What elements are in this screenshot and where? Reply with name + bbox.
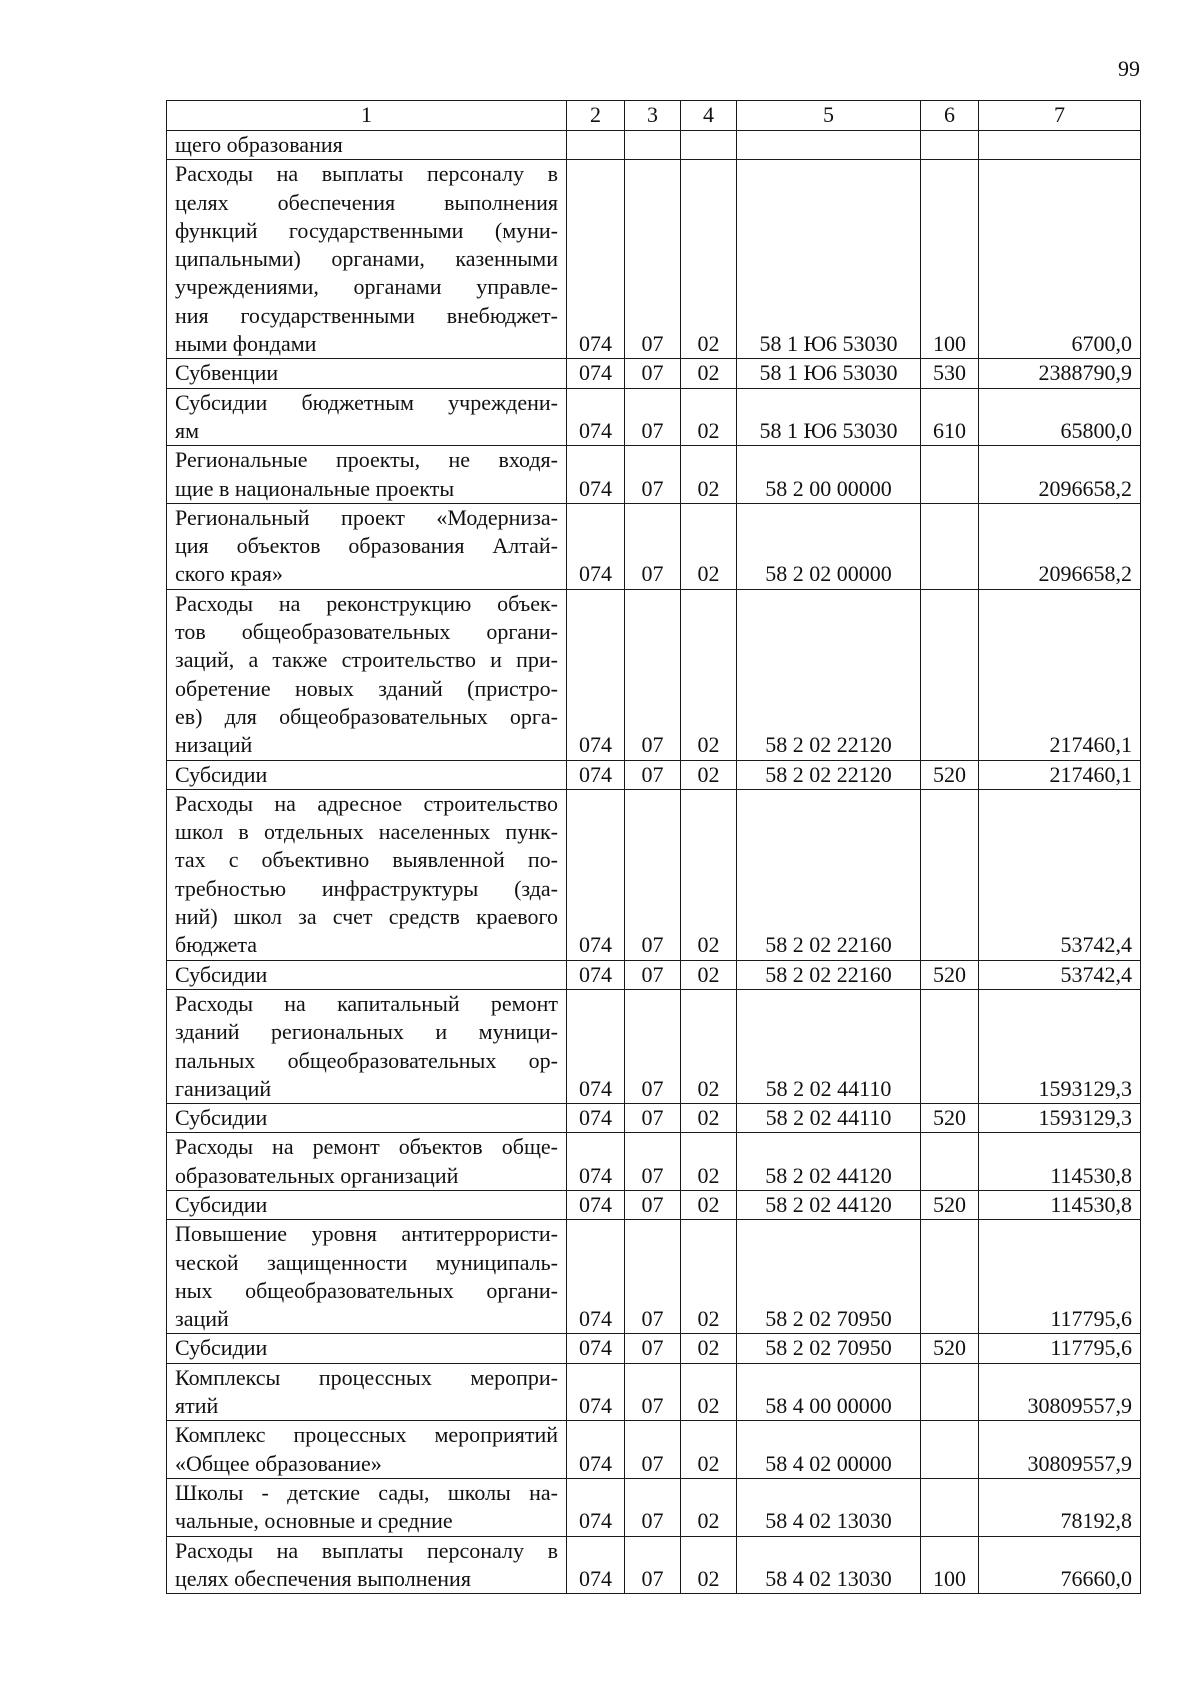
expense-name-cell	[167, 1133, 567, 1191]
section-code-cell: 07	[625, 359, 681, 388]
expense-name-line: Комплекс процессных мероприятий	[175, 1422, 558, 1448]
target-article-cell: 58 4 02 13030	[737, 1478, 921, 1536]
ministry-code-cell: 074	[567, 1363, 625, 1421]
target-article-cell	[737, 131, 921, 160]
amount-cell: 1593129,3	[979, 1104, 1141, 1133]
expense-type-cell: 520	[921, 1190, 979, 1219]
subsection-code-cell	[681, 131, 737, 160]
table-row	[167, 989, 1141, 1103]
ministry-code-cell: 074	[567, 160, 625, 359]
ministry-code-cell: 074	[567, 503, 625, 589]
expense-name-line: Субсидии бюджетным учреждени-	[175, 389, 558, 415]
ministry-code-cell: 074	[567, 960, 625, 989]
subsection-code-cell: 02	[681, 1421, 737, 1479]
expense-name-line: требностью инфраструктуры (зда-	[175, 875, 558, 901]
expense-name-line: Школы - детские сады, школы на-	[175, 1479, 558, 1505]
expense-name-cell	[167, 1190, 567, 1219]
amount-cell: 53742,4	[979, 789, 1141, 960]
expense-name-line: зданий региональных и муници-	[175, 1019, 558, 1045]
ministry-code-cell: 074	[567, 1478, 625, 1536]
expense-name-line: щего образования	[175, 132, 343, 157]
expense-name-cell	[167, 160, 567, 359]
ministry-code-cell: 074	[567, 1104, 625, 1133]
expense-type-cell	[921, 1220, 979, 1334]
subsection-code-cell: 02	[681, 1220, 737, 1334]
target-article-cell: 58 4 02 13030	[737, 1536, 921, 1594]
expense-type-cell: 100	[921, 1536, 979, 1594]
expense-name-line: Субсидии	[175, 1335, 268, 1361]
expense-name-line: ческой защищенности муниципаль-	[175, 1249, 558, 1275]
target-article-cell: 58 2 02 44120	[737, 1190, 921, 1219]
subsection-code-cell: 02	[681, 1478, 737, 1536]
expense-name-line: Региональные проекты, не входя-	[175, 447, 558, 473]
expense-name-line: чальные, основные и средние	[175, 1508, 453, 1534]
column-number: 3	[625, 101, 681, 131]
expense-name-line: щие в национальные проекты	[175, 475, 455, 501]
expense-type-cell	[921, 1363, 979, 1421]
expense-name-line: ний) школ за счет средств краевого	[175, 904, 558, 930]
expense-name-line: Субвенции	[175, 360, 279, 386]
expense-name-line: Расходы на адресное строительство	[175, 790, 558, 816]
target-article-cell: 58 2 02 70950	[737, 1220, 921, 1334]
expense-name-line: ния государственными внебюджет-	[175, 302, 558, 328]
target-article-cell: 58 1 Ю6 53030	[737, 388, 921, 446]
expense-type-cell	[921, 1133, 979, 1191]
expense-type-cell	[921, 131, 979, 160]
expense-name-cell	[167, 503, 567, 589]
table-row	[167, 789, 1141, 960]
ministry-code-cell: 074	[567, 1220, 625, 1334]
amount-cell: 30809557,9	[979, 1363, 1141, 1421]
column-number: 1	[167, 101, 567, 131]
ministry-code-cell: 074	[567, 760, 625, 789]
expense-type-cell	[921, 503, 979, 589]
amount-cell: 217460,1	[979, 589, 1141, 760]
amount-cell: 114530,8	[979, 1133, 1141, 1191]
expense-name-cell	[167, 789, 567, 960]
ministry-code-cell	[567, 131, 625, 160]
expense-type-cell	[921, 989, 979, 1103]
section-code-cell: 07	[625, 760, 681, 789]
table-row	[167, 131, 1141, 160]
expense-name-line: Субсидии	[175, 961, 268, 987]
expense-name-line: заций, а также строительство и при-	[175, 647, 558, 673]
subsection-code-cell: 02	[681, 388, 737, 446]
amount-cell: 2388790,9	[979, 359, 1141, 388]
section-code-cell: 07	[625, 1536, 681, 1594]
ministry-code-cell: 074	[567, 1133, 625, 1191]
section-code-cell: 07	[625, 1104, 681, 1133]
expense-name-line: целях обеспечения выполнения	[175, 189, 558, 215]
amount-cell: 117795,6	[979, 1220, 1141, 1334]
section-code-cell: 07	[625, 1334, 681, 1363]
amount-cell: 53742,4	[979, 960, 1141, 989]
expense-type-cell	[921, 589, 979, 760]
expense-type-cell	[921, 1478, 979, 1536]
expense-type-cell: 520	[921, 760, 979, 789]
subsection-code-cell: 02	[681, 760, 737, 789]
table-row	[167, 589, 1141, 760]
expense-type-cell: 520	[921, 1104, 979, 1133]
table-row	[167, 960, 1141, 989]
expense-name-line: Расходы на капитальный ремонт	[175, 990, 558, 1016]
section-code-cell: 07	[625, 1478, 681, 1536]
amount-cell: 6700,0	[979, 160, 1141, 359]
table-row	[167, 359, 1141, 388]
target-article-cell: 58 2 02 22160	[737, 789, 921, 960]
table-row	[167, 1536, 1141, 1594]
amount-cell: 65800,0	[979, 388, 1141, 446]
subsection-code-cell: 02	[681, 160, 737, 359]
amount-cell: 2096658,2	[979, 446, 1141, 504]
target-article-cell: 58 2 02 22120	[737, 760, 921, 789]
subsection-code-cell: 02	[681, 1334, 737, 1363]
amount-cell: 2096658,2	[979, 503, 1141, 589]
target-article-cell: 58 2 02 00000	[737, 503, 921, 589]
expense-name-line: тов общеобразовательных органи-	[175, 619, 558, 645]
subsection-code-cell: 02	[681, 359, 737, 388]
table-row	[167, 760, 1141, 789]
column-number: 4	[681, 101, 737, 131]
table-row	[167, 446, 1141, 504]
expense-name-line: Субсидии	[175, 1105, 268, 1131]
expense-name-line: Субсидии	[175, 1191, 268, 1217]
budget-table	[166, 100, 1141, 1594]
ministry-code-cell: 074	[567, 446, 625, 504]
expense-type-cell	[921, 446, 979, 504]
ministry-code-cell: 074	[567, 1536, 625, 1594]
expense-name-line: функций государственными (муни-	[175, 217, 558, 243]
expense-name-line: ганизаций	[175, 1075, 272, 1101]
expense-name-line: заций	[175, 1306, 229, 1332]
expense-name-line: обретение новых зданий (пристро-	[175, 675, 558, 701]
column-number-row	[167, 101, 1141, 131]
amount-cell: 217460,1	[979, 760, 1141, 789]
ministry-code-cell: 074	[567, 1190, 625, 1219]
expense-name-line: ского края»	[175, 561, 283, 587]
table-row	[167, 1363, 1141, 1421]
subsection-code-cell: 02	[681, 1133, 737, 1191]
target-article-cell: 58 1 Ю6 53030	[737, 359, 921, 388]
section-code-cell: 07	[625, 1190, 681, 1219]
table-row	[167, 388, 1141, 446]
expense-name-line: ятий	[175, 1393, 219, 1419]
expense-type-cell: 610	[921, 388, 979, 446]
expense-name-line: школ в отдельных населенных пунк-	[175, 819, 558, 845]
section-code-cell: 07	[625, 1421, 681, 1479]
subsection-code-cell: 02	[681, 503, 737, 589]
subsection-code-cell: 02	[681, 446, 737, 504]
expense-name-line: Региональный проект «Модерниза-	[175, 504, 558, 530]
ministry-code-cell: 074	[567, 388, 625, 446]
expense-name-line: низаций	[175, 732, 253, 758]
expense-name-line: учреждениями, органами управле-	[175, 274, 558, 300]
expense-name-line: Расходы на выплаты персоналу в	[175, 1537, 558, 1563]
expense-name-line: пальных общеобразовательных ор-	[175, 1047, 558, 1073]
expense-name-line: тах с объективно выявленной по-	[175, 847, 558, 873]
subsection-code-cell: 02	[681, 1363, 737, 1421]
subsection-code-cell: 02	[681, 960, 737, 989]
subsection-code-cell: 02	[681, 589, 737, 760]
section-code-cell: 07	[625, 388, 681, 446]
section-code-cell: 07	[625, 1363, 681, 1421]
target-article-cell: 58 2 02 22120	[737, 589, 921, 760]
expense-name-line: бюджета	[175, 932, 258, 958]
table-row	[167, 503, 1141, 589]
amount-cell: 76660,0	[979, 1536, 1141, 1594]
target-article-cell: 58 2 02 44110	[737, 989, 921, 1103]
section-code-cell: 07	[625, 446, 681, 504]
ministry-code-cell: 074	[567, 589, 625, 760]
subsection-code-cell: 02	[681, 1104, 737, 1133]
subsection-code-cell: 02	[681, 989, 737, 1103]
section-code-cell	[625, 131, 681, 160]
expense-type-cell: 520	[921, 1334, 979, 1363]
expense-name-line: ных общеобразовательных органи-	[175, 1277, 558, 1303]
amount-cell: 117795,6	[979, 1334, 1141, 1363]
subsection-code-cell: 02	[681, 1190, 737, 1219]
expense-name-cell	[167, 1421, 567, 1479]
expense-name-cell	[167, 1478, 567, 1536]
section-code-cell: 07	[625, 589, 681, 760]
section-code-cell: 07	[625, 1220, 681, 1334]
expense-type-cell	[921, 789, 979, 960]
expense-type-cell: 530	[921, 359, 979, 388]
column-number: 7	[979, 101, 1141, 131]
expense-name-line: ция объектов образования Алтай-	[175, 533, 558, 559]
expense-type-cell	[921, 1421, 979, 1479]
expense-name-cell	[167, 589, 567, 760]
section-code-cell: 07	[625, 160, 681, 359]
expense-name-line: ципальными) органами, казенными	[175, 246, 558, 272]
expense-name-cell	[167, 1220, 567, 1334]
table-row	[167, 1421, 1141, 1479]
table-row	[167, 1190, 1141, 1219]
expense-name-line: Повышение уровня антитеррористи-	[175, 1221, 558, 1247]
expense-name-cell	[167, 760, 567, 789]
expense-name-line: целях обеспечения выполнения	[175, 1565, 471, 1591]
ministry-code-cell: 074	[567, 989, 625, 1103]
table-row	[167, 1220, 1141, 1334]
table-row	[167, 1334, 1141, 1363]
target-article-cell: 58 2 02 70950	[737, 1334, 921, 1363]
expense-name-line: образовательных организаций	[175, 1162, 459, 1188]
expense-name-line: Расходы на выплаты персоналу в	[175, 161, 558, 187]
ministry-code-cell: 074	[567, 1421, 625, 1479]
expense-name-line: Комплексы процессных меропри-	[175, 1364, 558, 1390]
expense-name-line: ев) для общеобразовательных орга-	[175, 703, 558, 729]
page-number: 99	[1118, 56, 1140, 81]
target-article-cell: 58 2 00 00000	[737, 446, 921, 504]
ministry-code-cell: 074	[567, 1334, 625, 1363]
section-code-cell: 07	[625, 503, 681, 589]
expense-type-cell: 100	[921, 160, 979, 359]
amount-cell: 30809557,9	[979, 1421, 1141, 1479]
target-article-cell: 58 4 02 00000	[737, 1421, 921, 1479]
table-row	[167, 1104, 1141, 1133]
table-row	[167, 1478, 1141, 1536]
column-number: 2	[567, 101, 625, 131]
subsection-code-cell: 02	[681, 1536, 737, 1594]
section-code-cell: 07	[625, 1133, 681, 1191]
expense-name-cell	[167, 989, 567, 1103]
amount-cell: 114530,8	[979, 1190, 1141, 1219]
expense-name-cell	[167, 1334, 567, 1363]
expense-name-cell	[167, 1363, 567, 1421]
section-code-cell: 07	[625, 960, 681, 989]
expense-name-cell	[167, 1536, 567, 1594]
expense-name-line: ям	[175, 417, 200, 443]
amount-cell	[979, 131, 1141, 160]
expense-name-line: Расходы на ремонт объектов обще-	[175, 1134, 558, 1160]
expense-name-line: «Общее образование»	[175, 1450, 382, 1476]
table-row	[167, 160, 1141, 359]
target-article-cell: 58 2 02 44110	[737, 1104, 921, 1133]
target-article-cell: 58 1 Ю6 53030	[737, 160, 921, 359]
target-article-cell: 58 4 00 00000	[737, 1363, 921, 1421]
amount-cell: 1593129,3	[979, 989, 1141, 1103]
section-code-cell: 07	[625, 989, 681, 1103]
expense-name-cell	[167, 131, 567, 160]
target-article-cell: 58 2 02 22160	[737, 960, 921, 989]
subsection-code-cell: 02	[681, 789, 737, 960]
ministry-code-cell: 074	[567, 359, 625, 388]
table-row	[167, 1133, 1141, 1191]
target-article-cell: 58 2 02 44120	[737, 1133, 921, 1191]
amount-cell: 78192,8	[979, 1478, 1141, 1536]
expense-name-cell	[167, 1104, 567, 1133]
expense-name-cell	[167, 960, 567, 989]
expense-name-line: ными фондами	[175, 331, 317, 357]
expense-name-line: Субсидии	[175, 761, 268, 787]
expense-type-cell: 520	[921, 960, 979, 989]
expense-name-line: Расходы на реконструкцию объек-	[175, 590, 558, 616]
column-number: 6	[921, 101, 979, 131]
section-code-cell: 07	[625, 789, 681, 960]
expense-name-cell	[167, 388, 567, 446]
ministry-code-cell: 074	[567, 789, 625, 960]
expense-name-cell	[167, 446, 567, 504]
expense-name-cell	[167, 359, 567, 388]
column-number: 5	[737, 101, 921, 131]
